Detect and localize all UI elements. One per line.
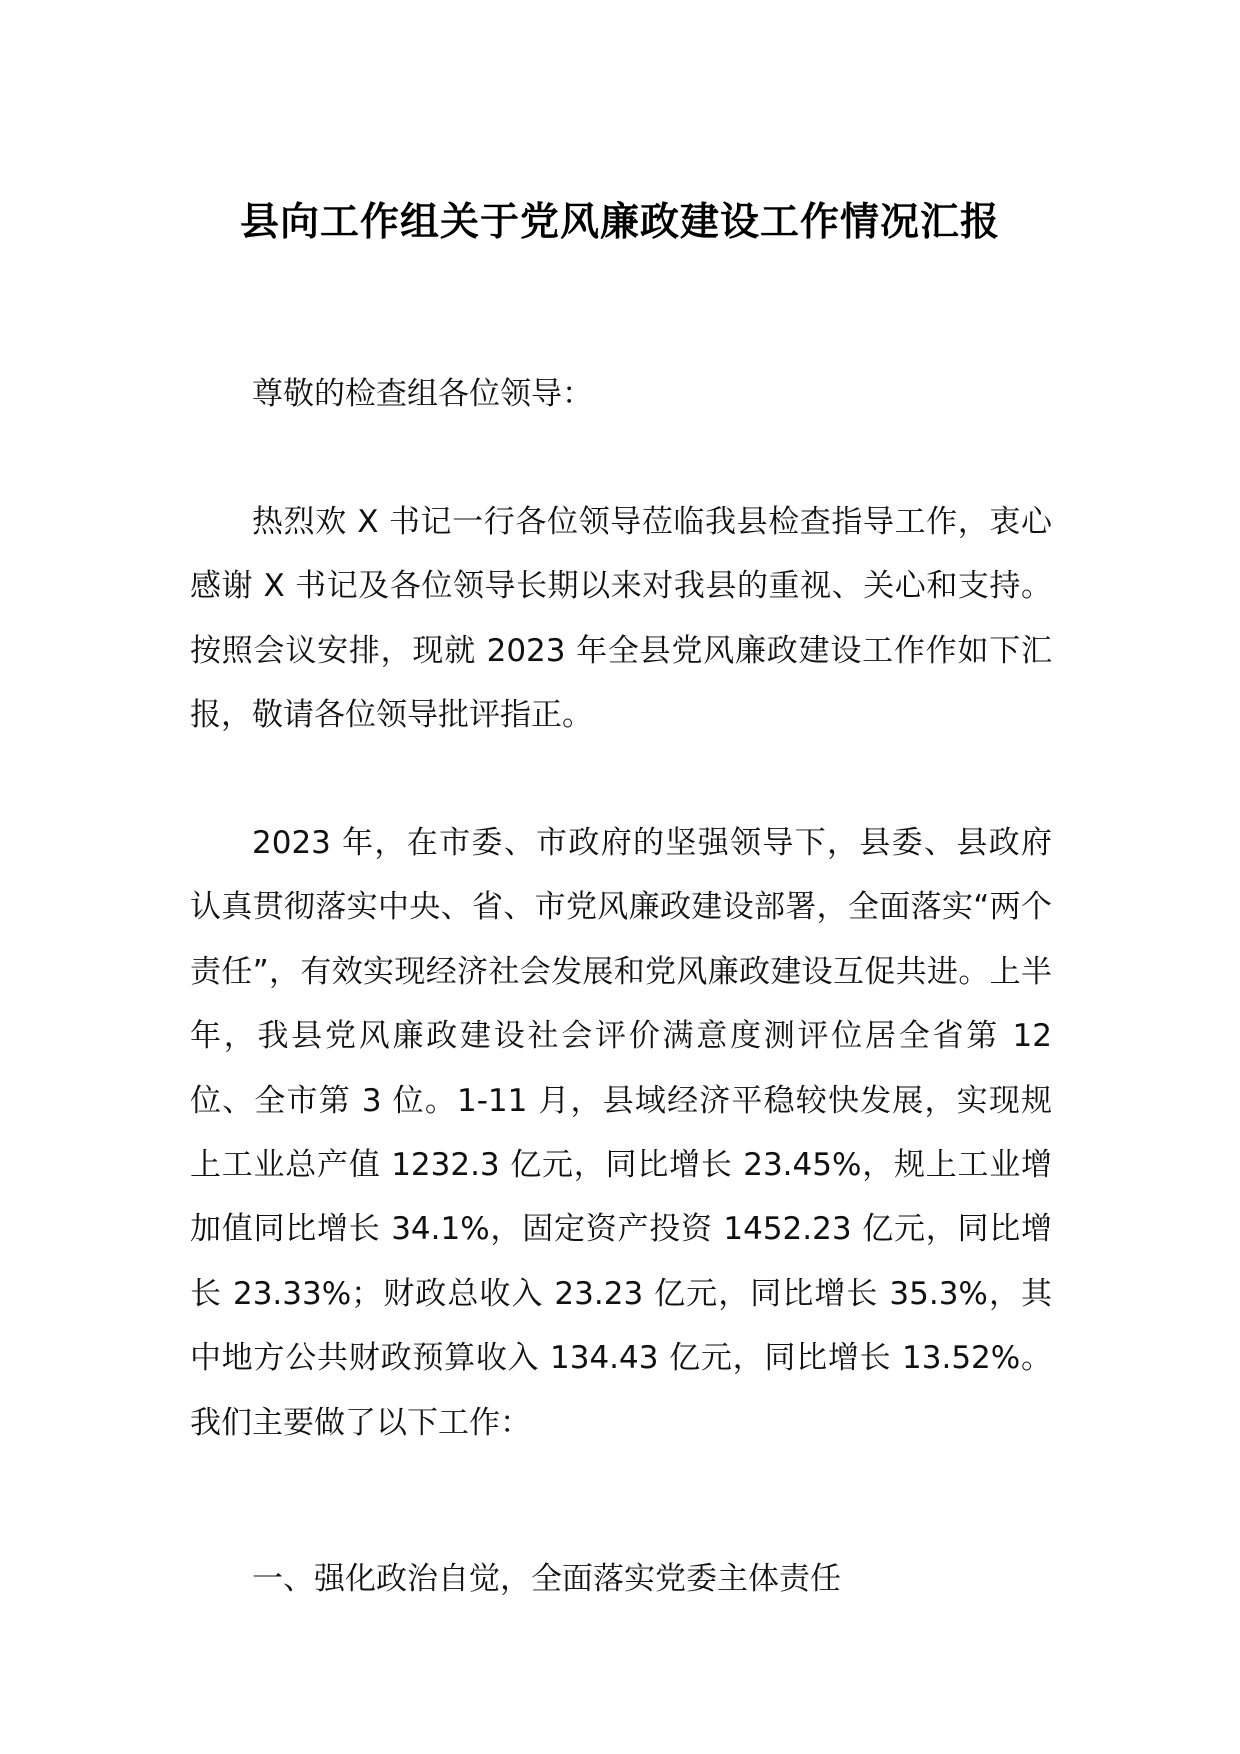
paragraph-block-1: [190, 490, 1052, 748]
section-heading-block: [190, 1547, 1052, 1611]
paragraph-block-2: [190, 811, 1052, 1455]
section-heading: 一、强化政治自觉，全面落实党委主体责任: [252, 1561, 841, 1597]
salutation: 尊敬的检查组各位领导：: [252, 376, 593, 412]
paragraph-welcome: 热烈欢 X 书记一行各位领导莅临我县检查指导工作，衷心感谢 X 书记及各位领导长期以来对我县的重视、关心和支持。按照会议安排，现就 2023 年全县党风廉政建设工作作如下汇报，敬请各位领导批评指正。: [190, 504, 1052, 734]
document-title: 县向工作组关于党风廉政建设工作情况汇报: [239, 200, 1000, 246]
salutation-block: [190, 362, 1052, 426]
paragraph-overview: 2023 年，在市委、市政府的坚强领导下，县委、县政府认真贯彻落实中央、省、市党风廉政建设部署，全面落实“两个责任”，有效实现经济社会发展和党风廉政建设互促共进。上半年，我县党风廉政建设社会评价满意度测评位居全省第 12 位、全市第 3 位。1-11 月，县域经济平稳较快发展，实现规上工业总产值 1232.3 亿元，同比增长 23.45%，规上工业增加值同比增长 34.1%，固定资产投资 1452.23 亿元，同比增长 23.33%；财政总收入 23.23 亿元，同比增长 35.3%，其中地方公共财政预算收入 134.43 亿元，同比增长 13.52%。我们主要做了以下工作：: [190, 825, 1052, 1441]
